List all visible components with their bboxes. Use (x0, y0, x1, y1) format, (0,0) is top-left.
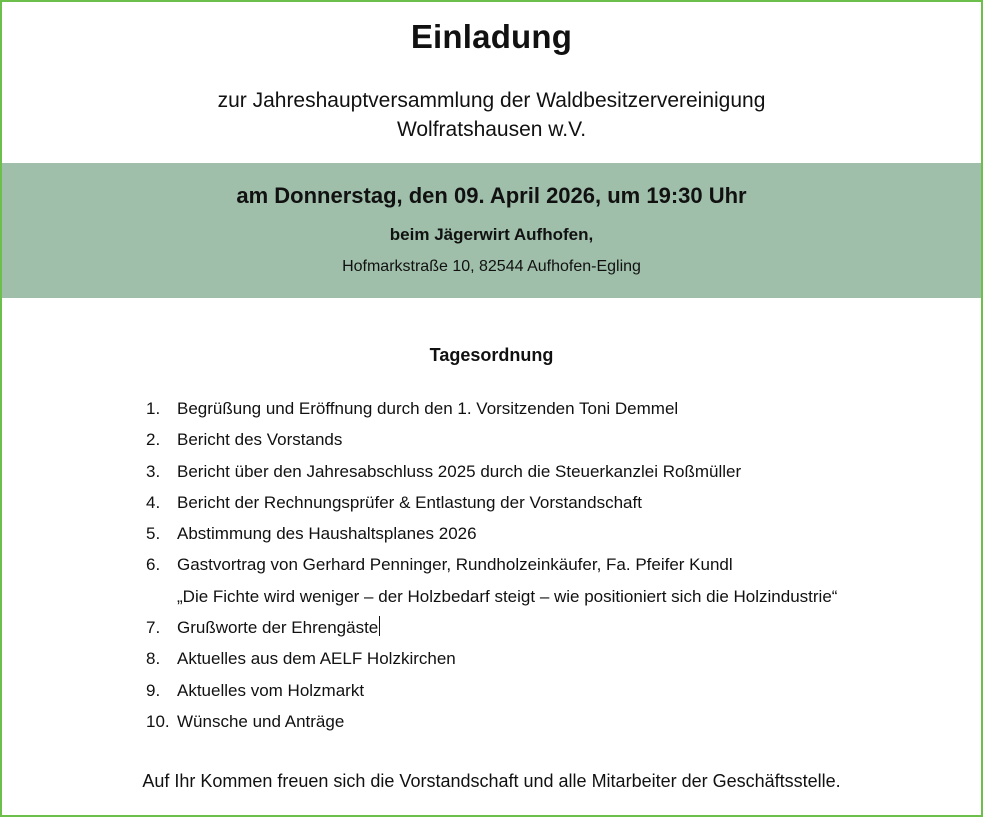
agenda-item-number: 5. (146, 524, 161, 544)
agenda-item[interactable] (146, 460, 837, 491)
event-venue: beim Jägerwirt Aufhofen, (389, 225, 594, 244)
agenda-item[interactable] (146, 522, 837, 553)
agenda-item[interactable] (146, 428, 837, 459)
agenda-item-text: Bericht über den Jahresabschluss 2025 durch die Steuerkanzlei Roßmüller (177, 461, 742, 481)
agenda-item-text: Gastvortrag von Gerhard Penninger, Rundholzeinkäufer, Fa. Pfeifer Kundl (177, 555, 733, 575)
agenda-list (146, 397, 837, 741)
agenda-item[interactable] (146, 397, 837, 428)
page-subtitle (0, 86, 983, 144)
agenda-item-number: 7. (146, 618, 161, 638)
event-details-band (2, 163, 981, 298)
agenda-heading: Tagesordnung (429, 345, 554, 365)
page-title: Einladung (410, 18, 573, 55)
agenda-item-text: Begrüßung und Eröffnung durch den 1. Vorsitzenden Toni Demmel (177, 399, 679, 418)
agenda-item-talk-title: „Die Fichte wird weniger – der Holzbedarf steigt – wie positioniert sich die Holzindustrie“ (177, 586, 838, 606)
subtitle-line-2: Wolfratshausen w.V. (396, 118, 587, 141)
agenda-item-number: 8. (146, 649, 161, 669)
agenda-item[interactable] (146, 679, 837, 710)
subtitle-line-1: zur Jahreshauptversammlung der Waldbesitzervereinigung (217, 89, 766, 112)
agenda-item-number: 9. (146, 680, 161, 700)
agenda-item-number: 3. (146, 461, 161, 481)
agenda-item-text: Abstimmung des Haushaltsplanes 2026 (177, 524, 477, 544)
agenda-item-text: Aktuelles vom Holzmarkt (177, 680, 365, 700)
agenda-item[interactable] (146, 616, 837, 647)
agenda-item[interactable] (146, 553, 837, 584)
agenda-item[interactable] (146, 647, 837, 678)
agenda-item-text: Grußworte der Ehrengäste (177, 618, 379, 638)
agenda-item-text: Aktuelles aus dem AELF Holzkirchen (177, 649, 456, 669)
agenda-item[interactable] (146, 710, 837, 741)
agenda-item-number: 10. (146, 711, 170, 731)
agenda-item-number: 4. (146, 492, 161, 512)
agenda-item-text: Wünsche und Anträge (177, 711, 345, 731)
agenda-item-number: 2. (146, 430, 161, 450)
event-address: Hofmarkstraße 10, 82544 Aufhofen-Egling (342, 258, 641, 275)
agenda-item-text: Bericht des Vorstands (177, 430, 343, 450)
agenda-item[interactable] (146, 491, 837, 522)
agenda-item-number: 1. (146, 399, 161, 418)
agenda-item-number: 6. (146, 555, 161, 575)
agenda-item-text: Bericht der Rechnungsprüfer & Entlastung der Vorstandschaft (177, 492, 642, 512)
text-cursor (379, 616, 380, 636)
event-date: am Donnerstag, den 09. April 2026, um 19:30 Uhr (236, 183, 747, 208)
closing-note: Auf Ihr Kommen freuen sich die Vorstandschaft und alle Mitarbeiter der Geschäftsstelle. (142, 771, 841, 791)
agenda-item-subline[interactable] (146, 585, 837, 616)
